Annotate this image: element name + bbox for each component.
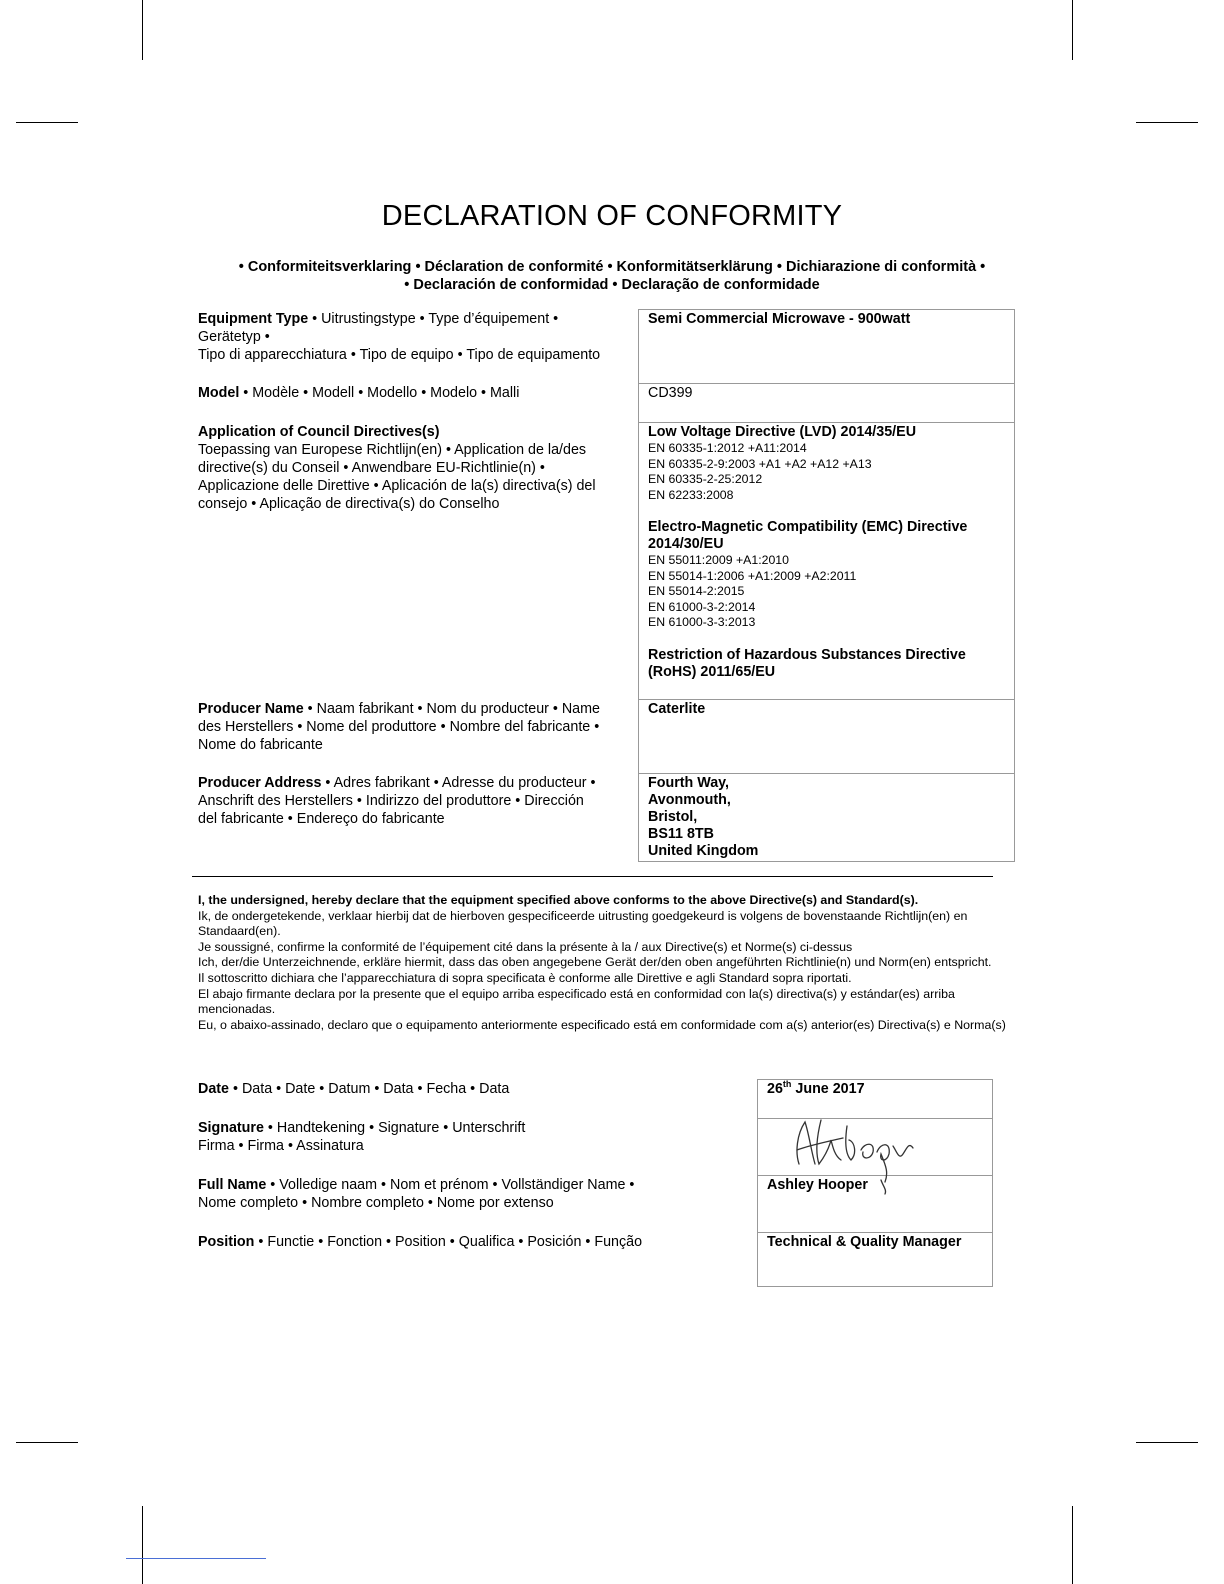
date-day: 26 bbox=[767, 1081, 783, 1097]
label-bold: Application of Council Directives(s) bbox=[198, 424, 440, 440]
declaration-paragraph: I, the undersigned, hereby declare that the equipment specified above conforms to the above Directive(s) and Standard(s). bbox=[198, 893, 919, 907]
address-line: United Kingdom bbox=[648, 843, 759, 859]
equipment-type-label bbox=[198, 310, 630, 364]
label-bold: Position bbox=[198, 1234, 255, 1250]
signature-stroke bbox=[893, 1146, 913, 1157]
label-translations: Firma • Firma • Assinatura bbox=[198, 1138, 364, 1154]
crop-mark bbox=[1072, 0, 1073, 60]
signature-stroke bbox=[797, 1138, 843, 1150]
crop-mark bbox=[142, 1506, 143, 1584]
standard-item: EN 55014-1:2006 +A1:2009 +A2:2011 bbox=[648, 568, 857, 583]
signature-stroke bbox=[877, 1145, 889, 1182]
label-translations: Applicazione delle Direttive • Aplicación de la(s) directiva(s) del bbox=[198, 478, 596, 494]
standard-item: EN 60335-1:2012 +A11:2014 bbox=[648, 441, 807, 455]
emc-title: 2014/30/EU bbox=[648, 536, 724, 552]
crop-mark bbox=[16, 122, 78, 123]
address-line: Fourth Way, bbox=[648, 775, 730, 791]
standard-item: EN 60335-2-25:2012 bbox=[648, 472, 763, 486]
label-translations: del fabricante • Endereço do fabricante bbox=[198, 811, 445, 827]
label-translations: • Adres fabrikant • Adresse du producteur • bbox=[321, 775, 596, 791]
directives-label bbox=[198, 423, 630, 513]
label-translations: Anschrift des Herstellers • Indirizzo del produttore • Dirección bbox=[198, 793, 584, 809]
label-bold: Model bbox=[198, 385, 240, 401]
signature-label bbox=[198, 1119, 718, 1155]
signature-stroke bbox=[797, 1122, 815, 1164]
label-bold: Equipment Type bbox=[198, 311, 309, 327]
label-translations: directive(s) du Conseil • Anwendbare EU-Richtlinie(n) • bbox=[198, 460, 545, 476]
model-value: CD399 bbox=[638, 383, 1015, 423]
declaration-paragraph: Ich, der/die Unterzeichnende, erkläre hiermit, dass das oben angegebene Gerät der/den oben angeführten Richtlinie(n) und Norm(en) entspricht. bbox=[198, 955, 992, 970]
address-line: Avonmouth, bbox=[648, 792, 731, 808]
crop-mark bbox=[1136, 122, 1198, 123]
page-subtitle bbox=[190, 258, 1034, 294]
standard-item: EN 61000-3-3:2013 bbox=[648, 615, 756, 629]
declaration-paragraph: Ik, de ondergetekende, verklaar hierbij dat de hierboven gespecificeerde uitrusting goedgekeurd is volgens de bovenstaande Richtlijn(en) en Standaard(en). bbox=[198, 908, 968, 939]
rohs-title: Restriction of Hazardous Substances Directive bbox=[648, 646, 966, 663]
producer-address-value bbox=[638, 773, 1015, 862]
crop-mark bbox=[142, 0, 143, 60]
label-bold: Full Name bbox=[198, 1177, 267, 1193]
declaration-paragraph: Il sottoscritto dichiara che l’apparecchiatura di sopra specificata è conforme alle Direttive e agli Standard sopra riportati. bbox=[198, 970, 852, 985]
declaration-paragraph: Je soussigné, confirme la conformité de l’équipement cité dans la présente à la / aux Directive(s) et Norme(s) ci-dessus bbox=[198, 939, 853, 954]
rohs-title: (RoHS) 2011/65/EU bbox=[648, 663, 776, 680]
full-name-label bbox=[198, 1176, 718, 1212]
declaration-paragraph: El abajo firmante declara por la presente que el equipo arriba especificado está en conformidad con la(s) directiva(s) y estándar(es) arriba mencionadas. bbox=[198, 986, 955, 1017]
date-rest: June 2017 bbox=[791, 1081, 865, 1097]
label-bold: Date bbox=[198, 1081, 229, 1097]
emc-title: Electro-Magnetic Compatibility (EMC) Directive bbox=[648, 519, 968, 535]
label-translations: des Herstellers • Nome del produttore • Nombre del fabricante • bbox=[198, 719, 600, 735]
position-value: Technical & Quality Manager bbox=[757, 1232, 993, 1287]
address-line: BS11 8TB bbox=[648, 826, 714, 842]
model-label bbox=[198, 384, 630, 402]
date-suffix: th bbox=[782, 1079, 792, 1090]
standard-item: EN 55014-2:2015 bbox=[648, 584, 745, 598]
date-label bbox=[198, 1080, 718, 1098]
subtitle-line: • Conformiteitsverklaring • Déclaration de conformité • Konformitätserklärung • Dichiarazione di conformità • bbox=[238, 259, 986, 275]
handwritten-signature bbox=[785, 1112, 925, 1197]
signature-stroke bbox=[846, 1126, 855, 1160]
subtitle-line: • Declaración de conformidad • Declaração de conformidade bbox=[404, 277, 820, 293]
label-translations: Nome do fabricante bbox=[198, 737, 323, 753]
producer-name-value: Caterlite bbox=[638, 699, 1015, 774]
declaration-text bbox=[198, 893, 1013, 1033]
label-bold: Producer Name bbox=[198, 701, 304, 717]
full-name-value: Ashley Hooper bbox=[757, 1175, 993, 1232]
position-label bbox=[198, 1233, 718, 1251]
blue-rule bbox=[126, 1558, 266, 1559]
lvd-title: Low Voltage Directive (LVD) 2014/35/EU bbox=[648, 424, 917, 440]
signature-stroke bbox=[817, 1120, 841, 1164]
equipment-type-value: Semi Commercial Microwave - 900watt bbox=[638, 309, 1015, 384]
label-bold: Producer Address bbox=[198, 775, 322, 791]
standard-item: EN 60335-2-9:2003 +A1 +A2 +A12 +A13 bbox=[648, 456, 872, 471]
label-translations: • Data • Date • Datum • Data • Fecha • Data bbox=[229, 1081, 510, 1097]
label-translations: • Functie • Fonction • Position • Qualifica • Posición • Função bbox=[254, 1234, 643, 1250]
label-translations: Tipo di apparecchiatura • Tipo de equipo • Tipo de equipamento bbox=[198, 347, 601, 363]
label-translations: • Naam fabrikant • Nom du producteur • Name bbox=[303, 701, 600, 717]
label-translations: Toepassing van Europese Richtlijn(en) • Application de la/des bbox=[198, 442, 587, 458]
crop-mark bbox=[16, 1442, 78, 1443]
declaration-paragraph: Eu, o abaixo-assinado, declaro que o equipamento anteriormente especificado está em conformidade com a(s) anterior(es) Directiva(s) e Norma(s) bbox=[198, 1017, 1006, 1032]
standard-item: EN 61000-3-2:2014 bbox=[648, 599, 756, 614]
label-translations: • Handtekening • Signature • Unterschrift bbox=[263, 1120, 526, 1136]
label-translations: • Uitrustingstype • Type d’équipement • bbox=[308, 311, 559, 327]
address-line: Bristol, bbox=[648, 809, 698, 825]
page-title: DECLARATION OF CONFORMITY bbox=[381, 200, 843, 232]
label-translations: • Volledige naam • Nom et prénom • Vollständiger Name • bbox=[266, 1177, 635, 1193]
directives-value bbox=[638, 422, 1015, 700]
producer-address-label bbox=[198, 774, 630, 828]
producer-name-label bbox=[198, 700, 630, 754]
standard-item: EN 62233:2008 bbox=[648, 487, 734, 502]
label-translations: Gerätetyp • bbox=[198, 329, 270, 345]
label-bold: Signature bbox=[198, 1120, 264, 1136]
section-divider bbox=[192, 876, 993, 877]
label-translations: Nome completo • Nombre completo • Nome por extenso bbox=[198, 1195, 554, 1211]
crop-mark bbox=[1136, 1442, 1198, 1443]
label-translations: • Modèle • Modell • Modello • Modelo • Malli bbox=[239, 385, 520, 401]
standard-item: EN 55011:2009 +A1:2010 bbox=[648, 553, 789, 567]
label-translations: consejo • Aplicação de directiva(s) do Conselho bbox=[198, 496, 500, 512]
signature-stroke bbox=[861, 1144, 873, 1158]
crop-mark bbox=[1072, 1506, 1073, 1584]
